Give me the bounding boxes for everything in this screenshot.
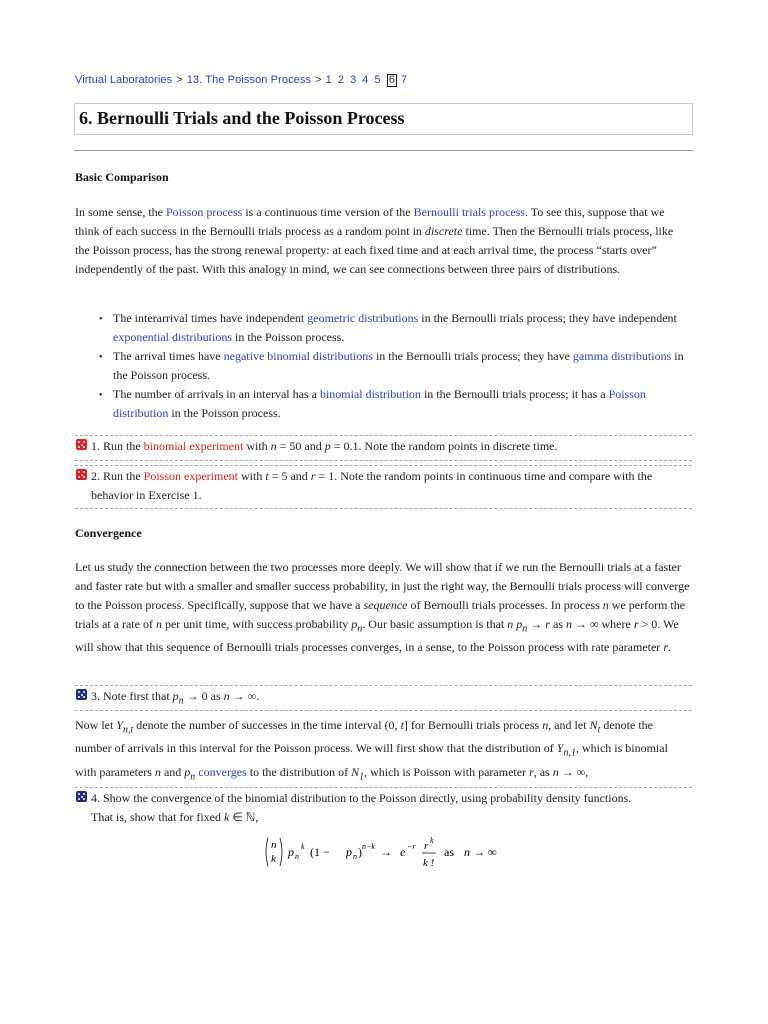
text: time. Then the Bernoulli trials process, like the Poisson process, has the strong renewal property: at each fixed time and at each arrival time, the process “starts over” independently of the past. With this analogy in mind, we can see connections between three pairs of distributions. bbox=[75, 224, 674, 276]
math-variable: r bbox=[663, 640, 668, 655]
text: , as bbox=[533, 764, 553, 779]
text: . Our basic assumption is that bbox=[362, 617, 508, 631]
text: of Bernoulli trials processes. In process bbox=[407, 598, 603, 612]
poisson-distribution-link[interactable]: Poisson distribution bbox=[113, 387, 646, 420]
text: In some sense, the bbox=[75, 205, 166, 219]
text: = 0.1. Note the random points in discrete time. bbox=[330, 439, 558, 453]
breadcrumb-separator: > bbox=[176, 74, 183, 86]
math-variable: n bbox=[602, 598, 609, 612]
math-variable: r bbox=[545, 617, 550, 631]
text: That is, show that for fixed bbox=[91, 810, 224, 824]
e-exponent: −r bbox=[407, 842, 416, 851]
text: → ∞, bbox=[558, 764, 589, 779]
paragraph-basic-comparison bbox=[75, 203, 690, 279]
math-variable: n bbox=[223, 689, 230, 703]
text: Let us study the connection between the two processes more deeply. We will show that if we run the Bernoulli trials at a faster and faster rate but with a smaller and smaller success probability, in just the right way, the Bernoulli trials process will converge to the Poisson process. Specifically, suppose that we have a bbox=[75, 560, 690, 612]
math-subscript: t bbox=[597, 724, 601, 736]
math-subscript: n,1 bbox=[563, 747, 576, 759]
text: , and let bbox=[548, 718, 590, 732]
text: in the Poisson process. bbox=[168, 406, 281, 420]
text: 3. Note first that bbox=[91, 689, 173, 703]
text: → bbox=[527, 617, 546, 631]
text: in the Bernoulli trials process; they have bbox=[372, 349, 573, 363]
page-link-7[interactable]: 7 bbox=[400, 74, 408, 86]
math-variable: n bbox=[552, 764, 559, 779]
p-var: p bbox=[288, 845, 294, 859]
page-link-5[interactable]: 5 bbox=[374, 74, 381, 86]
exp-n-minus-k: n−k bbox=[362, 842, 375, 851]
text: The interarrival times have independent bbox=[113, 311, 308, 325]
breadcrumb-chapter-link[interactable]: 13. The Poisson Process bbox=[186, 74, 312, 86]
page-link-4[interactable]: 4 bbox=[362, 74, 369, 86]
math-subscript: 1 bbox=[359, 771, 365, 783]
text: in the Poisson process. bbox=[232, 330, 345, 344]
math-variable: Y bbox=[556, 741, 564, 756]
text: we perform the trials at a rate of bbox=[75, 598, 686, 631]
math-variable: p bbox=[184, 764, 191, 779]
math-variable: k bbox=[223, 810, 230, 824]
math-variable: Y bbox=[116, 718, 124, 732]
breadcrumb-separator: > bbox=[315, 74, 322, 86]
math-subscript: n bbox=[522, 623, 528, 635]
math-subscript: n bbox=[190, 771, 196, 783]
math-variable: N bbox=[351, 764, 360, 779]
text: and bbox=[160, 764, 185, 779]
title-box bbox=[74, 103, 693, 135]
red-dice-icon bbox=[76, 439, 87, 450]
math-variable: t bbox=[400, 718, 404, 732]
section-heading-convergence: Convergence bbox=[75, 526, 142, 540]
text: as bbox=[549, 617, 566, 631]
geometric-distributions-link[interactable]: geometric distributions bbox=[307, 311, 419, 325]
as-word: as bbox=[444, 845, 454, 859]
limit-expression: n → ∞ bbox=[464, 845, 497, 859]
text: → 0 as bbox=[183, 689, 224, 703]
text: with bbox=[243, 439, 271, 453]
text: > 0. We will show that this sequence of Bernoulli trials processes converges, in a sense, to the Poisson process with rate parameter bbox=[75, 617, 679, 655]
list-item bbox=[92, 347, 690, 385]
paragraph-convergence bbox=[75, 558, 690, 657]
text: → ∞ where bbox=[571, 617, 634, 631]
divider bbox=[74, 150, 693, 151]
exponential-distributions-link[interactable]: exponential distributions bbox=[113, 330, 232, 344]
p2-sub: n bbox=[353, 852, 357, 861]
text: 2. Run the bbox=[91, 469, 144, 483]
math-variable: p bbox=[172, 689, 179, 703]
frac-num-sup: k bbox=[430, 836, 434, 845]
binomial-experiment-link[interactable]: binomial experiment bbox=[143, 439, 244, 453]
math-variable: r bbox=[529, 764, 534, 779]
text: per unit time, with success probability bbox=[161, 617, 352, 631]
text: , which is Poisson with parameter bbox=[364, 764, 530, 779]
formula-paren-close: ) bbox=[358, 845, 362, 859]
page-link-2[interactable]: 2 bbox=[337, 74, 345, 86]
paragraph-binomial-convergence bbox=[75, 716, 690, 786]
text: ∈ ℕ, bbox=[229, 810, 259, 824]
formula-svg bbox=[264, 834, 524, 880]
math-subscript: n bbox=[357, 623, 363, 635]
binom-n: n bbox=[271, 839, 277, 851]
text: denote the number of successes in the time interval (0, bbox=[133, 718, 401, 732]
emphasis: discrete bbox=[424, 224, 463, 238]
text: ] for Bernoulli trials process bbox=[403, 718, 543, 732]
frac-den: k ! bbox=[423, 857, 435, 869]
p2-var: p bbox=[346, 845, 352, 859]
converges-link[interactable]: converges bbox=[198, 764, 247, 779]
math-variable: t bbox=[265, 469, 269, 483]
list-item bbox=[92, 309, 690, 347]
text: is a continuous time version of the bbox=[242, 205, 414, 219]
math-variable: n bbox=[154, 764, 161, 779]
math-variable: n bbox=[542, 718, 549, 732]
text: = 5 and bbox=[268, 469, 311, 483]
text: Now let bbox=[75, 718, 117, 732]
text: . bbox=[667, 640, 671, 655]
exercise-1 bbox=[75, 435, 692, 461]
arrow: → bbox=[380, 845, 392, 859]
math-variable: n bbox=[270, 439, 277, 453]
text: denote the number of arrivals in this interval for the Poisson process. We will first show that the distribution of bbox=[75, 718, 653, 756]
blue-dice-icon bbox=[76, 791, 87, 802]
math-variable: r bbox=[633, 617, 639, 631]
text: = 50 and bbox=[276, 439, 325, 453]
blue-dice-icon bbox=[76, 689, 87, 700]
binomial-poisson-limit-formula bbox=[264, 834, 524, 884]
text: in the Bernoulli trials process; they have independent bbox=[418, 311, 677, 325]
poisson-experiment-link[interactable]: Poisson experiment bbox=[143, 469, 238, 483]
text: with bbox=[238, 469, 266, 483]
page-link-1[interactable]: 1 bbox=[325, 74, 332, 86]
gamma-distributions-link[interactable]: gamma distributions bbox=[572, 349, 672, 363]
exercise-3 bbox=[75, 685, 692, 711]
section-heading-basic-comparison: Basic Comparison bbox=[75, 170, 169, 184]
frac-num: r bbox=[424, 840, 429, 852]
p-sup-k: k bbox=[301, 842, 305, 851]
red-dice-icon bbox=[76, 469, 87, 480]
exercise-2 bbox=[75, 465, 692, 509]
binom-k: k bbox=[271, 853, 276, 865]
math-subscript: n bbox=[178, 695, 184, 707]
left-paren bbox=[266, 838, 268, 866]
text: The number of arrivals in an interval has a bbox=[113, 387, 320, 401]
math-variable: n bbox=[565, 617, 572, 631]
page-link-3[interactable]: 3 bbox=[350, 74, 357, 86]
page-title: 6. Bernoulli Trials and the Poisson Process bbox=[79, 108, 405, 128]
e-var: e bbox=[400, 845, 406, 859]
math-variable: p bbox=[324, 439, 331, 453]
negative-binomial-distributions-link[interactable]: negative binomial distributions bbox=[223, 349, 373, 363]
text: in the Bernoulli trials process; it has a bbox=[420, 387, 609, 401]
breadcrumb-virtual-laboratories-link[interactable]: Virtual Laboratories bbox=[75, 74, 173, 86]
text: = 1. Note the random points in continuous time and compare with the behavior in Exercise 1. bbox=[91, 469, 653, 502]
text: 1. Run the bbox=[91, 439, 144, 453]
formula-paren-open: (1 − bbox=[310, 845, 330, 859]
poisson-process-link[interactable]: Poisson process bbox=[165, 205, 243, 219]
text: to the distribution of bbox=[246, 764, 352, 779]
right-paren bbox=[280, 838, 282, 866]
text: The arrival times have bbox=[113, 349, 224, 363]
text: in the Poisson process. bbox=[113, 349, 684, 382]
list-item bbox=[92, 385, 690, 423]
breadcrumb bbox=[75, 74, 407, 87]
current-page-indicator: 6 bbox=[388, 74, 395, 86]
p-sub: n bbox=[295, 852, 299, 861]
math-variable: N bbox=[589, 718, 598, 732]
text: , which is binomial with parameters bbox=[75, 741, 668, 779]
binomial-distribution-link[interactable]: binomial distribution bbox=[319, 387, 421, 401]
math-variable: r bbox=[310, 469, 316, 483]
math-subscript: n,t bbox=[123, 724, 134, 736]
bernoulli-trials-process-link[interactable]: Bernoulli trials process bbox=[413, 205, 525, 219]
math-variable: n bbox=[155, 617, 162, 631]
math-variable: p bbox=[351, 617, 358, 631]
emphasis: sequence bbox=[363, 598, 408, 612]
text: . To see this, suppose that we think of each success in the Bernoulli trials process as a random point in bbox=[75, 205, 665, 238]
math-variable: n p bbox=[507, 617, 523, 631]
text: → ∞. bbox=[229, 689, 260, 703]
text: 4. Show the convergence of the binomial distribution to the Poisson directly, using probability density functions. bbox=[91, 791, 632, 805]
distribution-list bbox=[92, 309, 690, 423]
